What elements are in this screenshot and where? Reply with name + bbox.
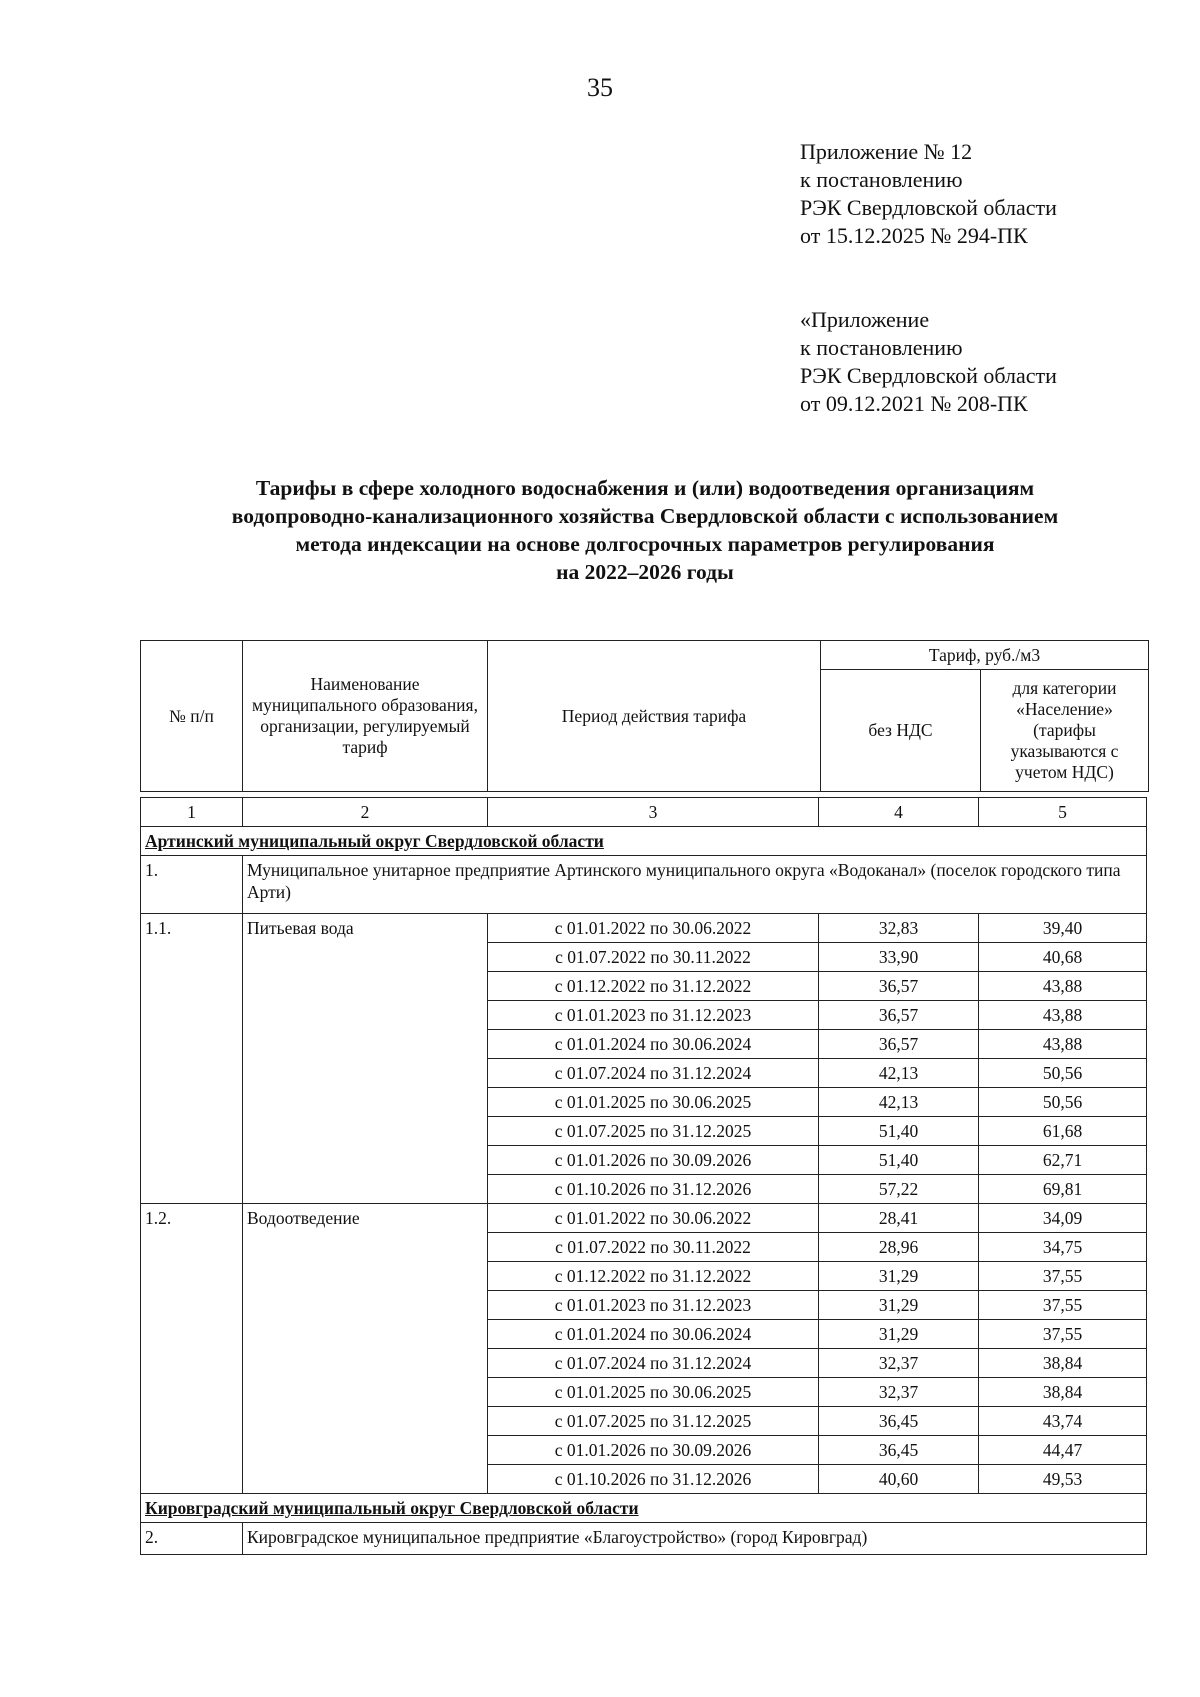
tariff-population: 44,47 [979, 1436, 1147, 1465]
item-number: 1.1. [141, 914, 243, 1204]
tariff-no-vat: 51,40 [819, 1117, 979, 1146]
tariff-no-vat: 42,13 [819, 1088, 979, 1117]
appendix-line: к постановлению [800, 167, 963, 192]
appendix-line: от 15.12.2025 № 294-ПК [800, 223, 1028, 248]
appendix-line: от 09.12.2021 № 208-ПК [800, 391, 1028, 416]
header-name: Наименование муниципального образования, организации, регулируемый тариф [243, 641, 488, 792]
tariff-population: 43,88 [979, 972, 1147, 1001]
tariff-population: 43,88 [979, 1030, 1147, 1059]
column-number: 2 [243, 798, 488, 827]
tariff-no-vat: 31,29 [819, 1262, 979, 1291]
organization-number: 2. [141, 1523, 243, 1555]
column-number-row [141, 798, 1147, 827]
tariff-period: с 01.10.2026 по 31.12.2026 [488, 1175, 819, 1204]
tariff-period: с 01.01.2023 по 31.12.2023 [488, 1001, 819, 1030]
tariff-no-vat: 36,45 [819, 1436, 979, 1465]
page-number: 35 [587, 73, 613, 102]
title-line: на 2022–2026 годы [556, 560, 734, 584]
header-number: № п/п [141, 641, 243, 792]
section-title: Артинский муниципальный округ Свердловской области [145, 831, 604, 851]
section-cell [141, 827, 1147, 856]
tariff-population: 62,71 [979, 1146, 1147, 1175]
tariff-population: 43,74 [979, 1407, 1147, 1436]
document-title [130, 474, 1160, 586]
tariff-no-vat: 42,13 [819, 1059, 979, 1088]
tariff-period: с 01.01.2023 по 31.12.2023 [488, 1291, 819, 1320]
section-cell [141, 1494, 1147, 1523]
section-row [141, 827, 1147, 856]
tariff-population: 40,68 [979, 943, 1147, 972]
tariff-period: с 01.01.2024 по 30.06.2024 [488, 1320, 819, 1349]
tariff-no-vat: 57,22 [819, 1175, 979, 1204]
header-tariff-group: Тариф, руб./м3 [821, 641, 1149, 670]
title-line: Тарифы в сфере холодного водоснабжения и (или) водоотведения организациям [255, 476, 1035, 500]
tariff-no-vat: 32,37 [819, 1349, 979, 1378]
tariff-population: 34,75 [979, 1233, 1147, 1262]
tariff-period: с 01.12.2022 по 31.12.2022 [488, 1262, 819, 1291]
tariff-period: с 01.01.2026 по 30.09.2026 [488, 1436, 819, 1465]
tariff-population: 61,68 [979, 1117, 1147, 1146]
tariff-no-vat: 28,96 [819, 1233, 979, 1262]
organization-number: 1. [141, 856, 243, 914]
tariff-period: с 01.01.2025 по 30.06.2025 [488, 1088, 819, 1117]
tariff-period: с 01.07.2025 по 31.12.2025 [488, 1407, 819, 1436]
tariff-population: 38,84 [979, 1349, 1147, 1378]
column-number: 3 [488, 798, 819, 827]
tariff-period: с 01.07.2022 по 30.11.2022 [488, 943, 819, 972]
header-no-vat: без НДС [821, 670, 981, 792]
tariff-period: с 01.07.2024 по 31.12.2024 [488, 1349, 819, 1378]
tariff-period: с 01.07.2024 по 31.12.2024 [488, 1059, 819, 1088]
tariff-no-vat: 51,40 [819, 1146, 979, 1175]
item-name: Питьевая вода [243, 914, 488, 1204]
item-name: Водоотведение [243, 1204, 488, 1494]
tariff-no-vat: 36,45 [819, 1407, 979, 1436]
appendix-line: РЭК Свердловской области [800, 195, 1057, 220]
tariff-row [141, 1204, 1147, 1233]
appendix-reference-original [800, 306, 1057, 418]
section-row [141, 1494, 1147, 1523]
appendix-line: «Приложение [800, 307, 930, 332]
appendix-line: к постановлению [800, 335, 963, 360]
item-number: 1.2. [141, 1204, 243, 1494]
column-number: 5 [979, 798, 1147, 827]
tariff-period: с 01.01.2022 по 30.06.2022 [488, 914, 819, 943]
organization-name: Кировградское муниципальное предприятие «Благоустройство» (город Кировград) [243, 1523, 1147, 1555]
tariff-no-vat: 32,37 [819, 1378, 979, 1407]
tariff-population: 50,56 [979, 1059, 1147, 1088]
section-title: Кировградский муниципальный округ Свердловской области [145, 1498, 639, 1518]
appendix-line: Приложение № 12 [800, 139, 973, 164]
tariff-no-vat: 36,57 [819, 972, 979, 1001]
organization-row [141, 856, 1147, 914]
appendix-line: РЭК Свердловской области [800, 363, 1057, 388]
tariff-population: 38,84 [979, 1378, 1147, 1407]
tariff-period: с 01.10.2026 по 31.12.2026 [488, 1465, 819, 1494]
tariff-population: 34,09 [979, 1204, 1147, 1233]
column-number: 1 [141, 798, 243, 827]
header-population: для категории «Население» (тарифы указываются с учетом НДС) [981, 670, 1149, 792]
tariff-period: с 01.12.2022 по 31.12.2022 [488, 972, 819, 1001]
tariff-no-vat: 32,83 [819, 914, 979, 943]
tariff-population: 37,55 [979, 1320, 1147, 1349]
tariff-no-vat: 31,29 [819, 1320, 979, 1349]
tariff-no-vat: 33,90 [819, 943, 979, 972]
tariff-population: 43,88 [979, 1001, 1147, 1030]
tariff-population: 49,53 [979, 1465, 1147, 1494]
header-period: Период действия тарифа [488, 641, 821, 792]
tariff-population: 37,55 [979, 1291, 1147, 1320]
tariff-population: 39,40 [979, 914, 1147, 943]
tariff-period: с 01.01.2022 по 30.06.2022 [488, 1204, 819, 1233]
tariff-table [140, 797, 1147, 1555]
tariff-population: 69,81 [979, 1175, 1147, 1204]
tariff-table-header [140, 640, 1149, 792]
organization-row [141, 1523, 1147, 1555]
tariff-no-vat: 28,41 [819, 1204, 979, 1233]
tariff-no-vat: 40,60 [819, 1465, 979, 1494]
tariff-population: 50,56 [979, 1088, 1147, 1117]
tariff-no-vat: 31,29 [819, 1291, 979, 1320]
organization-name: Муниципальное унитарное предприятие Артинского муниципального округа «Водоканал» (поселок городского типа Арти) [243, 856, 1147, 914]
tariff-period: с 01.01.2024 по 30.06.2024 [488, 1030, 819, 1059]
appendix-reference-current [800, 138, 1057, 250]
tariff-period: с 01.01.2025 по 30.06.2025 [488, 1378, 819, 1407]
title-line: метода индексации на основе долгосрочных параметров регулирования [295, 532, 995, 556]
tariff-population: 37,55 [979, 1262, 1147, 1291]
tariff-no-vat: 36,57 [819, 1030, 979, 1059]
title-line: водопроводно-канализационного хозяйства Свердловской области с использованием [231, 504, 1059, 528]
tariff-no-vat: 36,57 [819, 1001, 979, 1030]
tariff-period: с 01.01.2026 по 30.09.2026 [488, 1146, 819, 1175]
tariff-period: с 01.07.2025 по 31.12.2025 [488, 1117, 819, 1146]
column-number: 4 [819, 798, 979, 827]
tariff-period: с 01.07.2022 по 30.11.2022 [488, 1233, 819, 1262]
tariff-row [141, 914, 1147, 943]
